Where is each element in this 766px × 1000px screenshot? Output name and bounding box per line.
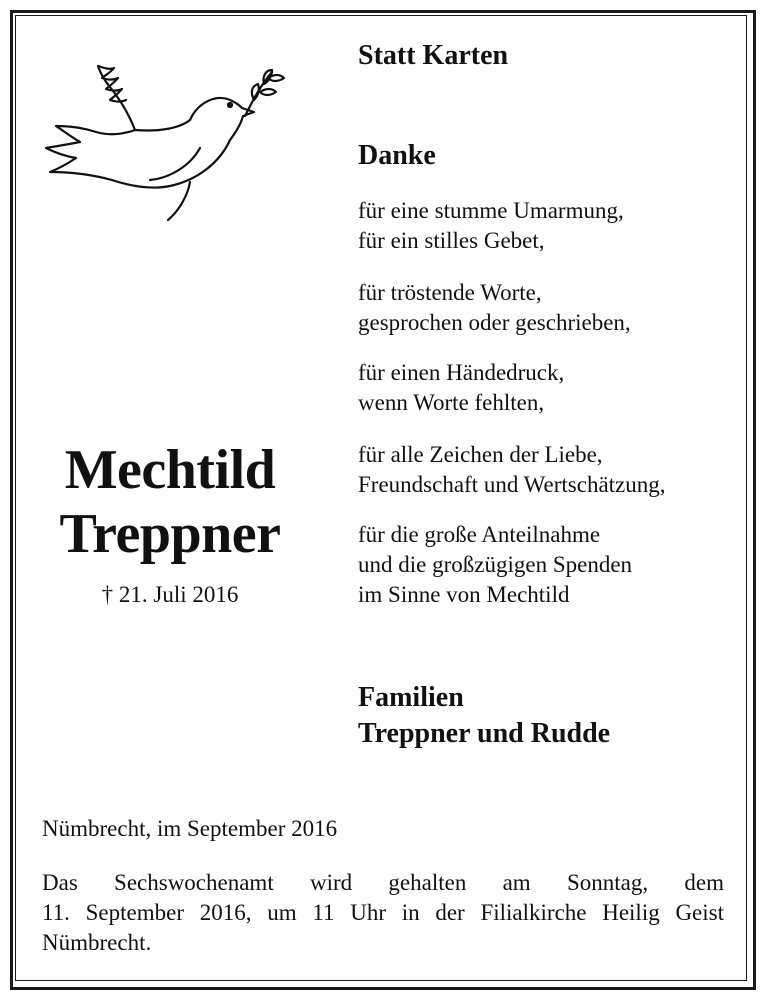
family-signature-line1: Familien	[358, 682, 464, 713]
death-date: † 21. Juli 2016	[101, 582, 239, 607]
family-signature-line2: Treppner und Rudde	[358, 718, 611, 749]
deceased-last-name: Treppner	[59, 503, 281, 565]
stanza-line: für die große Anteilnahme	[358, 522, 601, 547]
deceased-first-name: Mechtild	[64, 439, 276, 501]
thanks-stanza	[358, 440, 666, 500]
stanza-line: für einen Händedruck,	[358, 360, 565, 385]
stanza-line: für tröstende Worte,	[358, 280, 542, 305]
stanza-line: für ein stilles Gebet,	[358, 228, 545, 253]
thanks-stanza	[358, 358, 564, 418]
stanza-line: und die großzügigen Spenden	[358, 552, 633, 577]
stanza-line: für alle Zeichen der Liebe,	[358, 442, 603, 467]
danke-heading: Danke	[358, 140, 436, 171]
thanks-stanza	[358, 520, 632, 610]
notice-line: Nümbrecht.	[42, 930, 152, 955]
stanza-line: Freundschaft und Wertschätzung,	[358, 472, 666, 497]
stanza-line: gesprochen oder geschrieben,	[358, 310, 631, 335]
statt-karten-heading: Statt Karten	[358, 40, 509, 71]
stanza-line: wenn Worte fehlten,	[358, 390, 545, 415]
dove-with-olive-branch-icon	[40, 62, 290, 232]
notice-line: 11. September 2016, um 11 Uhr in der Filialkirche Heilig Geist	[42, 900, 724, 925]
stanza-line: für eine stumme Umarmung,	[358, 198, 624, 223]
thanks-stanza	[358, 196, 624, 256]
stanza-line: im Sinne von Mechtild	[358, 582, 570, 607]
notice-line: Das Sechswochenamt wird gehalten am Sonntag, dem	[42, 870, 724, 895]
place-and-date: Nümbrecht, im September 2016	[42, 816, 338, 841]
memorial-service-notice	[42, 868, 724, 958]
thanks-stanza	[358, 278, 631, 338]
